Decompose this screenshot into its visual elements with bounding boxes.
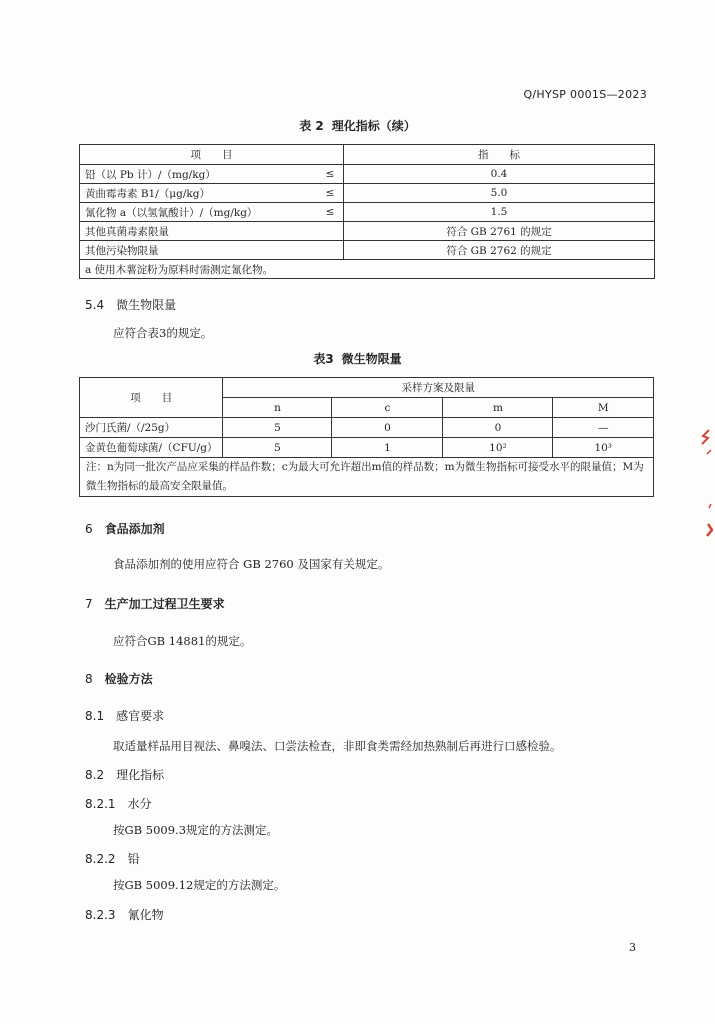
section-8-1-text: 取适量样品用目视法、鼻嗅法、口尝法检查，非即食类需经加热熟制后再进行口感检验。	[113, 739, 562, 753]
table3-header-item: 项 目	[80, 378, 223, 418]
table3-sub-c: c	[332, 398, 443, 418]
table2-footnote: a 使用木薯淀粉为原料时需测定氰化物。	[80, 260, 655, 279]
table2-value: 0.4	[344, 165, 655, 184]
table2-header-index: 指 标	[344, 145, 655, 165]
table2-value: 5.0	[344, 184, 655, 203]
table2-header-item: 项 目	[80, 145, 344, 165]
table3-caption	[0, 350, 715, 367]
document-code: Q/HYSP 0001S—2023	[523, 88, 647, 101]
table-row	[80, 165, 655, 184]
table2-value: 符合 GB 2761 的规定	[344, 222, 655, 241]
section-8-2-2-heading	[85, 850, 140, 867]
table2-sym: ≤	[317, 203, 344, 222]
red-seal-stamp-edge-icon	[699, 500, 713, 550]
table3-sub-M: M	[553, 398, 654, 418]
table2-value: 符合 GB 2762 的规定	[344, 241, 655, 260]
table2-sym	[317, 241, 344, 260]
section-title: 氰化物	[127, 908, 164, 922]
table-row	[80, 438, 654, 458]
table3-microbial-limits	[79, 377, 654, 497]
table2-physicochemical	[79, 144, 655, 279]
table3-m: 0	[443, 418, 553, 438]
red-seal-stamp-icon	[699, 428, 713, 468]
table3-M: —	[553, 418, 654, 438]
table3-sub-m: m	[443, 398, 553, 418]
table3-c: 1	[332, 438, 443, 458]
section-number: 6	[85, 522, 93, 536]
table3-item: 沙门氏菌/（/25g）	[80, 418, 223, 438]
table-row	[80, 184, 655, 203]
section-number: 8	[85, 672, 93, 686]
section-7-text: 应符合GB 14881的规定。	[113, 634, 252, 648]
section-7-heading	[85, 595, 225, 612]
table2-caption-num: 表 2	[299, 119, 324, 133]
table2-caption	[0, 117, 715, 134]
table2-sym: ≤	[317, 184, 344, 203]
section-5-4-heading	[85, 296, 176, 313]
table2-item: 铅（以 Pb 计）/（mg/kg）	[80, 165, 318, 184]
table2-item: 其他真菌毒素限量	[80, 222, 318, 241]
section-number: 8.1	[85, 709, 105, 723]
table3-header-group: 采样方案及限量	[223, 378, 654, 398]
section-8-2-1-heading	[85, 795, 152, 812]
section-number: 8.2.2	[85, 852, 116, 866]
section-8-1-heading	[85, 707, 164, 724]
table-row	[80, 222, 655, 241]
table2-item: 黄曲霉毒素 B1/（μg/kg）	[80, 184, 318, 203]
table3-n: 5	[223, 438, 332, 458]
table3-caption-num: 表3	[313, 352, 334, 366]
section-8-2-heading	[85, 766, 164, 783]
section-number: 8.2	[85, 768, 105, 782]
section-title: 理化指标	[116, 768, 165, 782]
section-8-2-3-heading	[85, 906, 164, 923]
section-title: 铅	[127, 852, 140, 866]
section-title: 水分	[127, 797, 152, 811]
table3-note: 注：n为同一批次产品应采集的样品件数；c为最大可允许超出m值的样品数；m为微生物指标可接受水平的限量值；M为微生物指标的最高安全限量值。	[80, 458, 654, 497]
table2-sym: ≤	[317, 165, 344, 184]
section-title: 食品添加剂	[104, 522, 165, 536]
table3-n: 5	[223, 418, 332, 438]
table2-value: 1.5	[344, 203, 655, 222]
section-6-heading	[85, 520, 165, 537]
table-row	[80, 241, 655, 260]
table2-item: 其他污染物限量	[80, 241, 318, 260]
section-8-2-1-text: 按GB 5009.3规定的方法测定。	[113, 823, 279, 837]
section-number: 5.4	[85, 298, 105, 312]
table3-m: 10²	[443, 438, 553, 458]
section-title: 检验方法	[104, 672, 153, 686]
section-title: 微生物限量	[116, 298, 177, 312]
table2-sym	[317, 222, 344, 241]
table3-M: 10³	[553, 438, 654, 458]
section-5-4-text: 应符合表3的规定。	[113, 326, 213, 340]
page-number: 3	[629, 941, 636, 954]
table3-sub-n: n	[223, 398, 332, 418]
section-number: 8.2.3	[85, 908, 116, 922]
table2-caption-title: 理化指标（续）	[331, 119, 416, 133]
table3-item: 金黄色葡萄球菌/（CFU/g）	[80, 438, 223, 458]
table3-c: 0	[332, 418, 443, 438]
table3-caption-title: 微生物限量	[341, 352, 402, 366]
section-title: 生产加工过程卫生要求	[104, 597, 225, 611]
section-number: 7	[85, 597, 93, 611]
section-8-heading	[85, 670, 153, 687]
section-number: 8.2.1	[85, 797, 116, 811]
table-row	[80, 418, 654, 438]
section-title: 感官要求	[116, 709, 165, 723]
section-6-text: 食品添加剂的使用应符合 GB 2760 及国家有关规定。	[113, 557, 390, 571]
table2-item: 氰化物 a（以氢氰酸计）/（mg/kg）	[80, 203, 318, 222]
section-8-2-2-text: 按GB 5009.12规定的方法测定。	[113, 878, 286, 892]
table-row	[80, 203, 655, 222]
